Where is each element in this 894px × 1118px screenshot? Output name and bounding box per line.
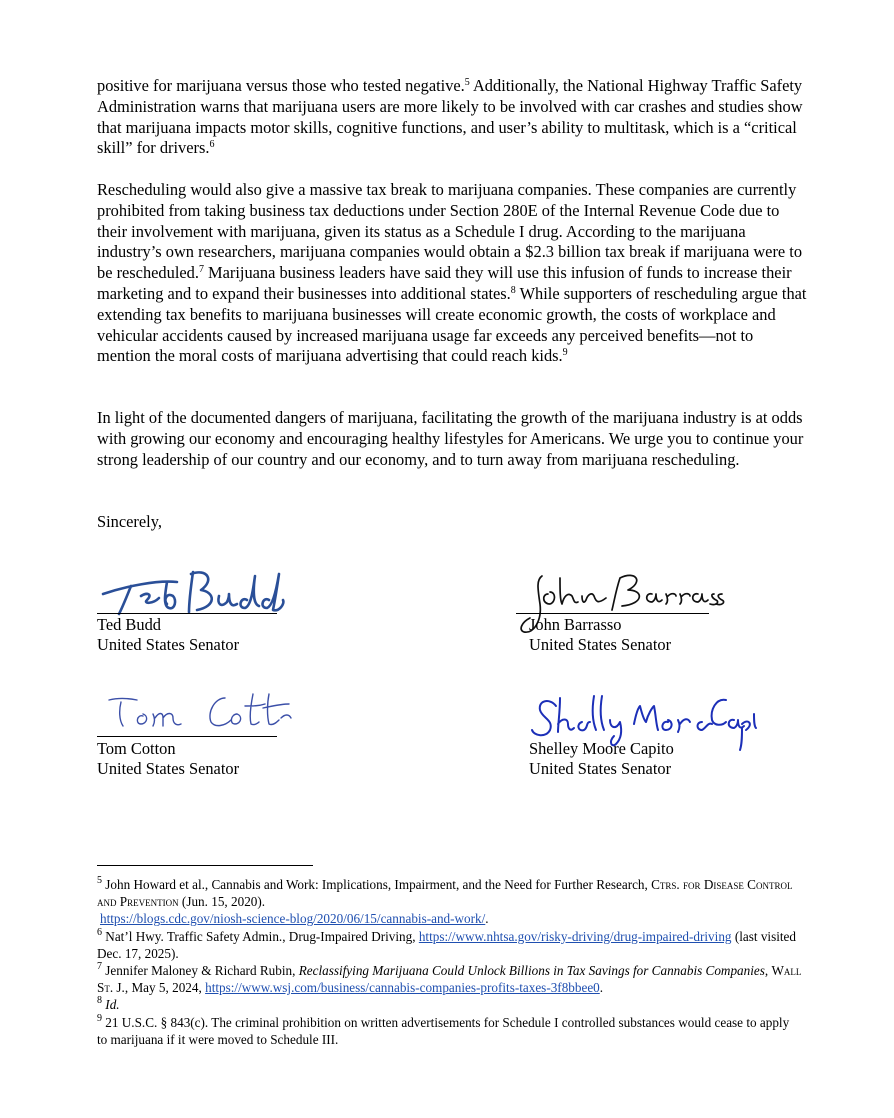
signature-line — [97, 736, 277, 737]
text: , — [764, 963, 772, 979]
signature-line — [516, 613, 709, 614]
signer-title: United States Senator — [529, 759, 672, 778]
footnote-7 — [97, 962, 802, 996]
article-title: Reclassifying Marijuana Could Unlock Billions in Tax Savings for Cannabis Companies — [298, 963, 765, 979]
signer-name: John Barrasso — [529, 615, 622, 634]
footnote-ref-7[interactable]: 7 — [198, 264, 204, 276]
text: Rescheduling would also give a massive tax break to marijuana companies. These companies are currently prohibited from taking business tax deductions under Section 280E of the Internal Revenue Code due to their involvement with marijuana, given its status as a Schedule I drug. According to the marijuana industry’s own researchers, marijuana companies would obtain a $2.3 billion tax break if marijuana were to be rescheduled. — [97, 180, 803, 283]
text: John Howard et al., Cannabis and Work: Implications, Impairment, and the Need for Further Research, — [102, 877, 652, 892]
text: positive for marijuana versus those who tested negative. — [97, 76, 465, 95]
footnotes — [97, 876, 802, 1048]
text: Jennifer Maloney & Richard Rubin, — [102, 963, 299, 979]
closing-salutation: Sincerely, — [97, 512, 162, 531]
footnote-9 — [97, 1014, 802, 1048]
signature-block-john-barrasso — [516, 560, 736, 660]
text: , May 5, 2024, — [124, 980, 206, 996]
signer-name: Tom Cotton — [97, 739, 176, 758]
signature-block-ted-budd — [97, 560, 297, 660]
signer-title: United States Senator — [97, 635, 240, 654]
footnote-number: 8 — [97, 995, 102, 1007]
text: While supporters of rescheduling argue that extending tax benefits to marijuana businesses will create economic growth, the costs of workplace and vehicular accidents caused by increased marijuana usage far exceeds any perceived benefits—not to mention the moral costs of marijuana advertising that could reach kids. — [97, 283, 807, 366]
footnote-number: 6 — [97, 926, 102, 938]
signer-name: Ted Budd — [97, 615, 161, 634]
text: Nat’l Hwy. Traffic Safety Admin., Drug-Impaired Driving, — [102, 928, 419, 944]
text: 21 U.S.C. § 843(c). The criminal prohibition on written advertisements for Schedule I controlled substances would cease to apply to marijuana if it were moved to Schedule III. — [97, 1014, 790, 1047]
signer-name: Shelley Moore Capito — [529, 739, 674, 758]
source-name: Ctrs. for Disease Control and Prevention — [97, 877, 793, 910]
footnote-number: 7 — [97, 961, 102, 973]
footnote-5 — [97, 876, 802, 928]
text: Additionally, the National Highway Traffic Safety Administration warns that marijuana users are more likely to be involved with car crashes and studies show that marijuana impacts motor skills, cognitive functions, and user’s ability to multitask, which is a “critical skill” for drivers. — [97, 76, 803, 158]
signature-line — [97, 613, 277, 614]
footnote-link[interactable]: https://www.nhtsa.gov/risky-driving/drug-impaired-driving — [418, 928, 732, 944]
text: . — [599, 980, 604, 996]
handwritten-signature-ted-budd — [97, 560, 287, 620]
text: Id. — [105, 997, 120, 1013]
footnote-ref-6[interactable]: 6 — [209, 139, 215, 151]
text: . — [485, 911, 489, 927]
handwritten-signature-tom-cotton — [97, 684, 297, 744]
source-name: Wall St. J. — [97, 963, 802, 996]
text: (last visited Dec. 17, 2025). — [97, 928, 796, 961]
footnote-separator — [97, 865, 313, 866]
paragraph-tax-break — [97, 180, 809, 367]
signer-title: United States Senator — [97, 759, 240, 778]
footnote-number: 9 — [97, 1012, 102, 1024]
footnote-link[interactable]: https://www.wsj.com/business/cannabis-companies-profits-taxes-3f8bbee0 — [205, 980, 600, 996]
footnote-8 — [97, 996, 802, 1013]
footnote-6 — [97, 928, 802, 962]
footnote-ref-5[interactable]: 5 — [464, 77, 470, 88]
footnote-number: 5 — [97, 875, 102, 886]
footnote-ref-8[interactable]: 8 — [510, 284, 516, 296]
text: (Jun. 15, 2020). — [178, 894, 266, 910]
signature-block-shelley-moore-capito — [516, 684, 756, 784]
signer-title: United States Senator — [529, 635, 672, 654]
paragraph-conclusion: In light of the documented dangers of marijuana, facilitating the growth of the marijuana industry is at odds with growing our economy and encouraging healthy lifestyles for Americans. We urge you to continue your strong leadership of our country and our economy, and to turn away from marijuana rescheduling. — [97, 408, 804, 469]
paragraph-impaired-driving — [97, 76, 809, 159]
footnote-link[interactable]: https://blogs.cdc.gov/niosh-science-blog/2020/06/15/cannabis-and-work/ — [100, 911, 486, 927]
footnote-ref-9[interactable]: 9 — [562, 347, 568, 359]
signature-block-tom-cotton — [97, 684, 297, 784]
text: Marijuana business leaders have said they will use this infusion of funds to increase their marketing and to expand their businesses into additional states. — [97, 263, 792, 303]
